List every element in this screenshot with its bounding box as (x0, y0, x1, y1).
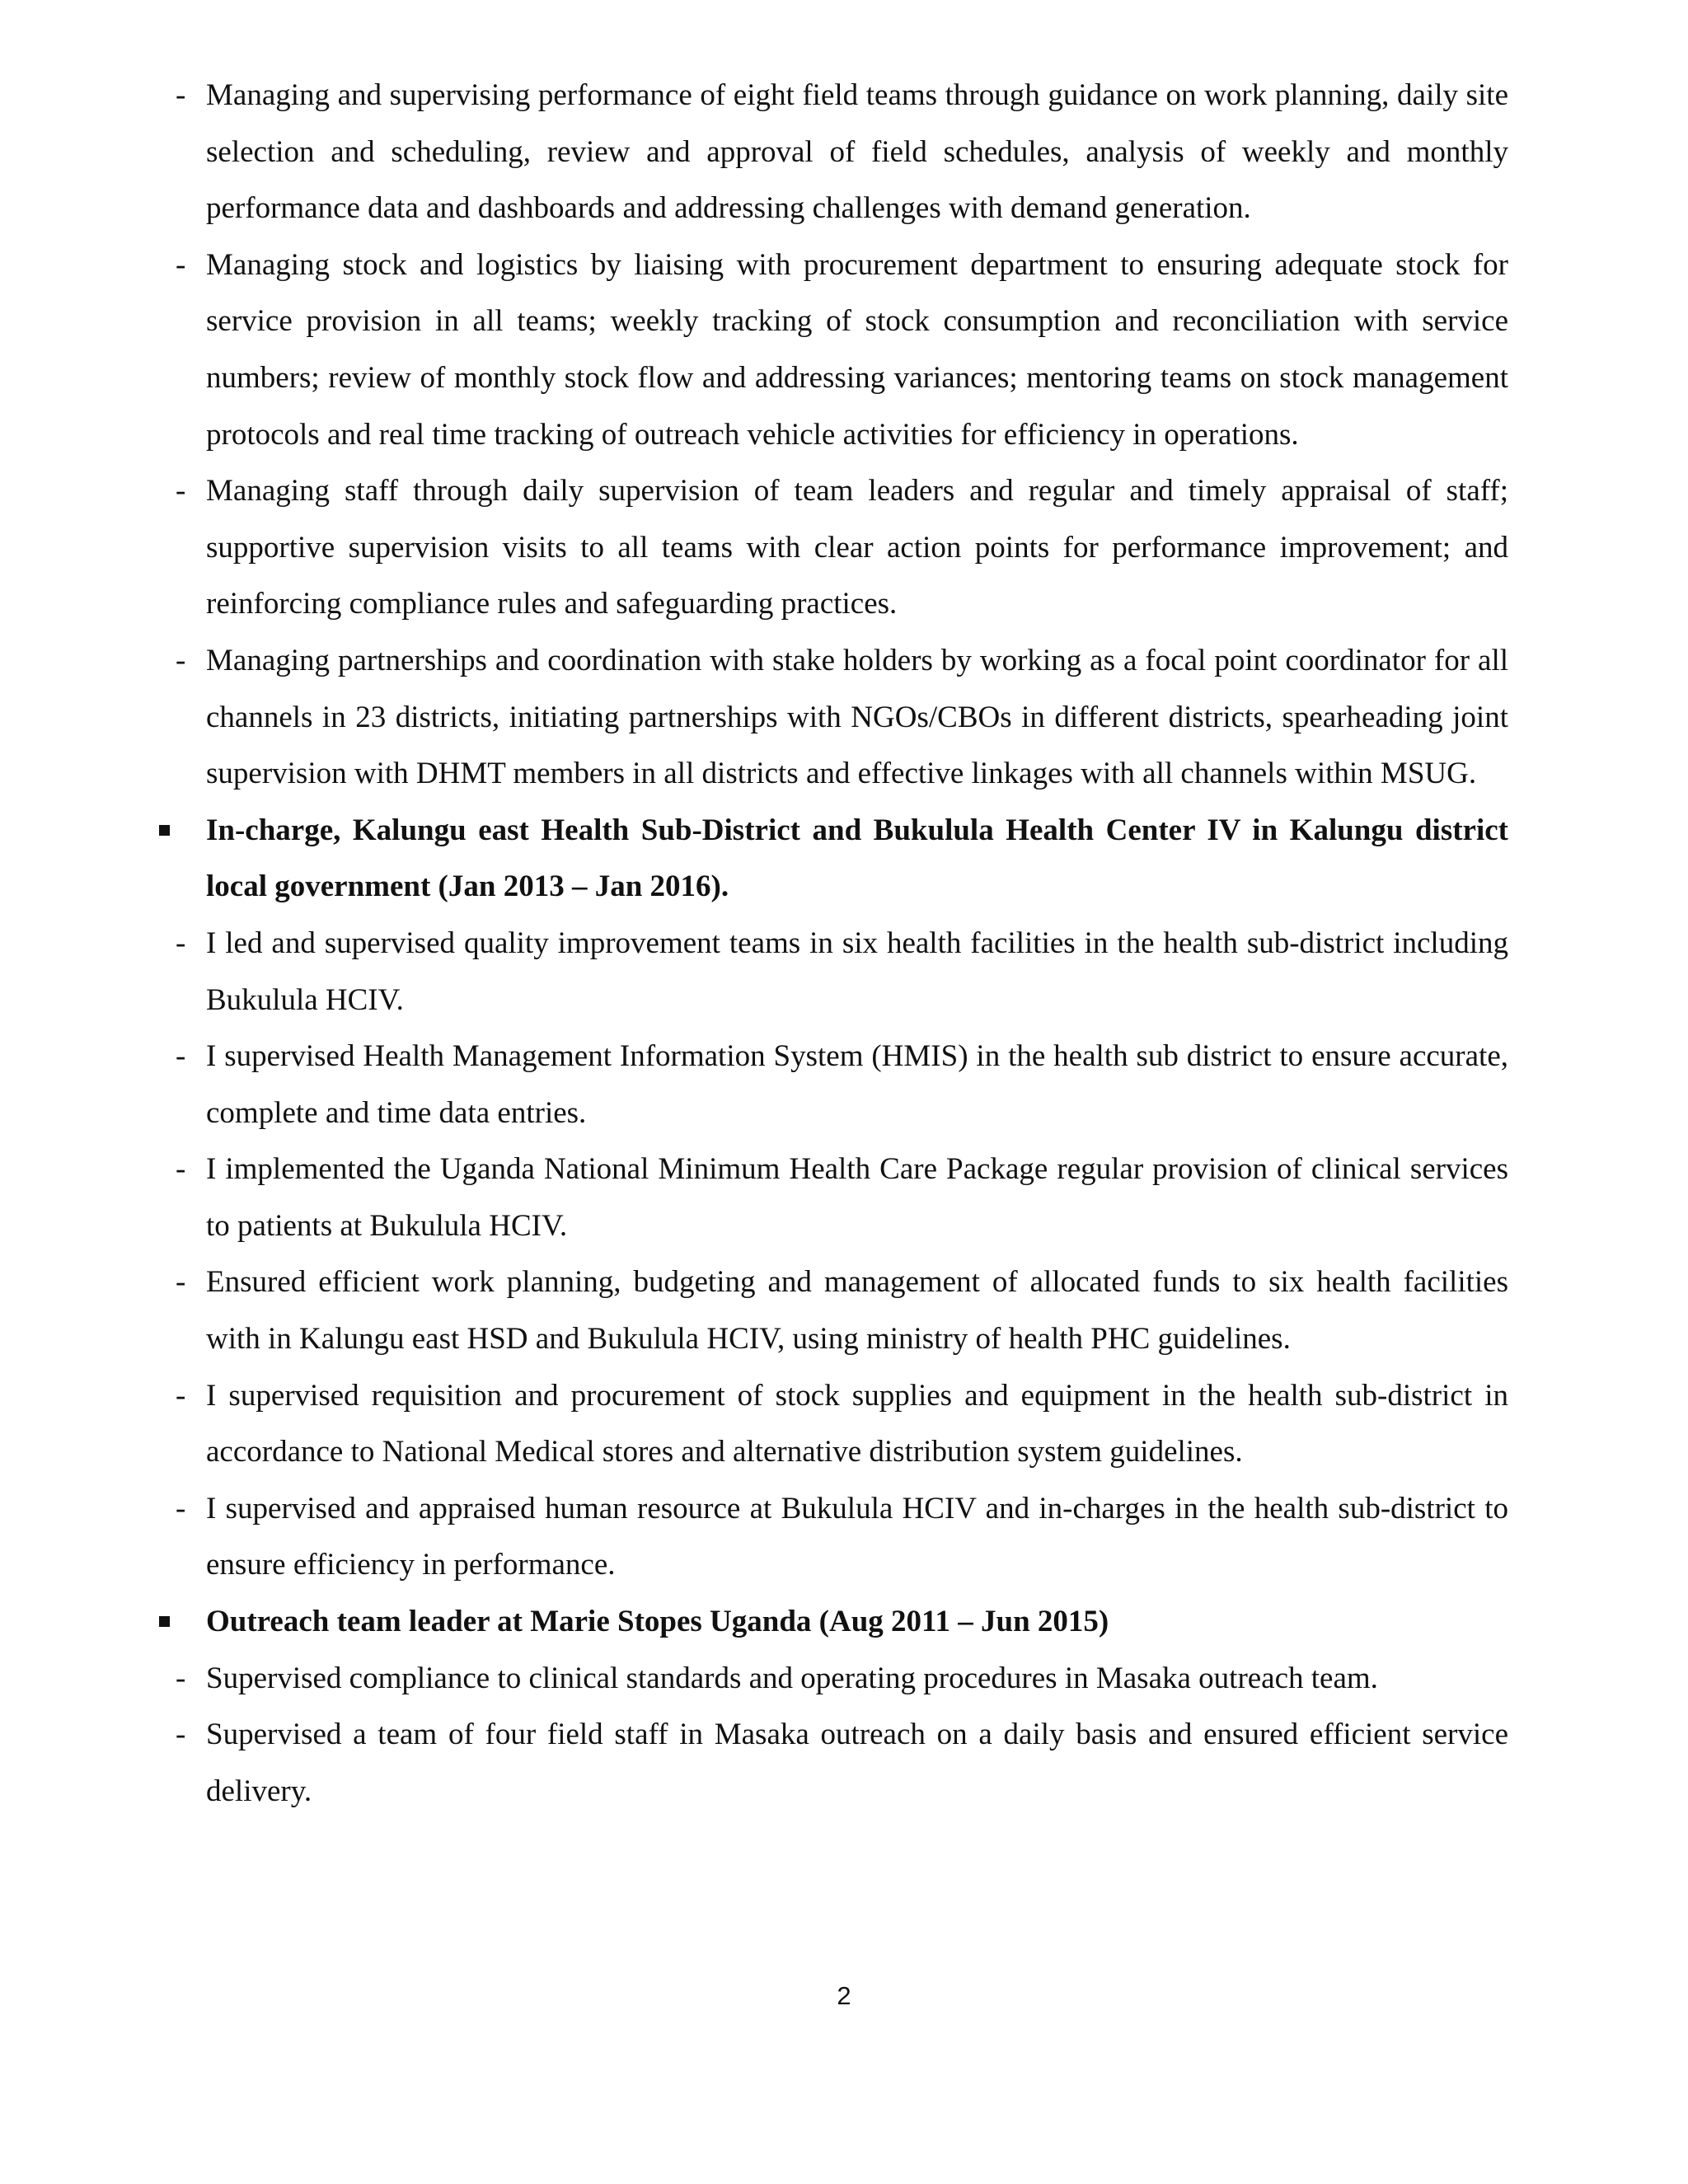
list-item (176, 1029, 1508, 1141)
dash-bullet: - (176, 474, 186, 509)
list-item (176, 1481, 1508, 1594)
list-item-text: Managing and supervising performance of eight field teams through guidance on work planning, daily site selection and scheduling, review and approval of field schedules, analysis of weekly and monthly performance data and dashboards and addressing challenges with demand generation. (206, 78, 1508, 226)
list-item (176, 633, 1508, 803)
list-item-text: Managing stock and logistics by liaising with procurement department to ensuring adequate stock for service provision in all teams; weekly tracking of stock consumption and reconciliation with service numbers; review of monthly stock flow and addressing variances; mentoring teams on stock management protocols and real time tracking of outreach vehicle activities for efficiency in operations. (206, 247, 1508, 452)
list-item (176, 1368, 1508, 1481)
list-item-text: I led and supervised quality improvement teams in six health facilities in the health sub-district including Bukulula HCIV. (206, 926, 1508, 1017)
list-item (176, 916, 1508, 1029)
list-item-text: Supervised compliance to clinical standards and operating procedures in Masaka outreach team. (206, 1661, 1378, 1695)
section-heading-text: Outreach team leader at Marie Stopes Uganda (Aug 2011 – Jun 2015) (206, 1605, 1109, 1639)
list-item-text: Managing staff through daily supervision of team leaders and regular and timely appraisal of staff; supportive supervision visits to all teams with clear action points for performance improvement; and reinforcing compliance rules and safeguarding practices. (206, 474, 1508, 621)
list-item-text: Supervised a team of four field staff in Masaka outreach on a daily basis and ensured efficient service delivery. (206, 1718, 1508, 1808)
dash-bullet: - (176, 1661, 186, 1695)
list-item-text: Managing partnerships and coordination with stake holders by working as a focal point coordinator for all channels in 23 districts, initiating partnerships with NGOs/CBOs in different districts, spearheading joint supervision with DHMT members in all districts and effective linkages with all channels within MSUG. (206, 643, 1508, 791)
list-item-text: I implemented the Uganda National Minimum Health Care Package regular provision of clinical services to patients at Bukulula HCIV. (206, 1152, 1508, 1243)
dash-bullet: - (176, 1265, 186, 1300)
section-heading (206, 803, 1508, 916)
dash-bullet: - (176, 78, 186, 112)
list-item (176, 463, 1508, 633)
list-item (176, 1707, 1508, 1820)
section-heading (206, 1594, 1508, 1651)
dash-bullet: - (176, 1152, 186, 1187)
list-item-text: I supervised requisition and procurement of stock supplies and equipment in the health sub-district in accordance to National Medical stores and alternative distribution system guidelines. (206, 1378, 1508, 1469)
dash-bullet: - (176, 247, 186, 282)
list-item (176, 1254, 1508, 1367)
dash-bullet: - (176, 926, 186, 960)
dash-bullet: - (176, 1039, 186, 1074)
square-bullet-icon (159, 825, 170, 836)
page-number: 2 (837, 1981, 851, 2010)
dash-bullet: - (176, 1378, 186, 1413)
list-item (176, 68, 1508, 237)
list-item-text: I supervised and appraised human resource at Bukulula HCIV and in-charges in the health sub-district to ensure efficiency in performance. (206, 1491, 1508, 1582)
list-item (176, 237, 1508, 463)
dash-bullet: - (176, 1491, 186, 1526)
section-heading-text: In-charge, Kalungu east Health Sub-District and Bukulula Health Center IV in Kalungu district local government (Jan 2013 – Jan 2016). (206, 813, 1508, 904)
dash-bullet: - (176, 1718, 186, 1752)
document-body (176, 68, 1508, 1820)
list-item (176, 1141, 1508, 1254)
list-item (176, 1651, 1508, 1708)
list-item-text: I supervised Health Management Information System (HMIS) in the health sub district to ensure accurate, complete and time data entries. (206, 1039, 1508, 1130)
list-item-text: Ensured efficient work planning, budgeting and management of allocated funds to six health facilities with in Kalungu east HSD and Bukulula HCIV, using ministry of health PHC guidelines. (206, 1265, 1508, 1357)
square-bullet-icon (159, 1616, 170, 1627)
dash-bullet: - (176, 643, 186, 677)
